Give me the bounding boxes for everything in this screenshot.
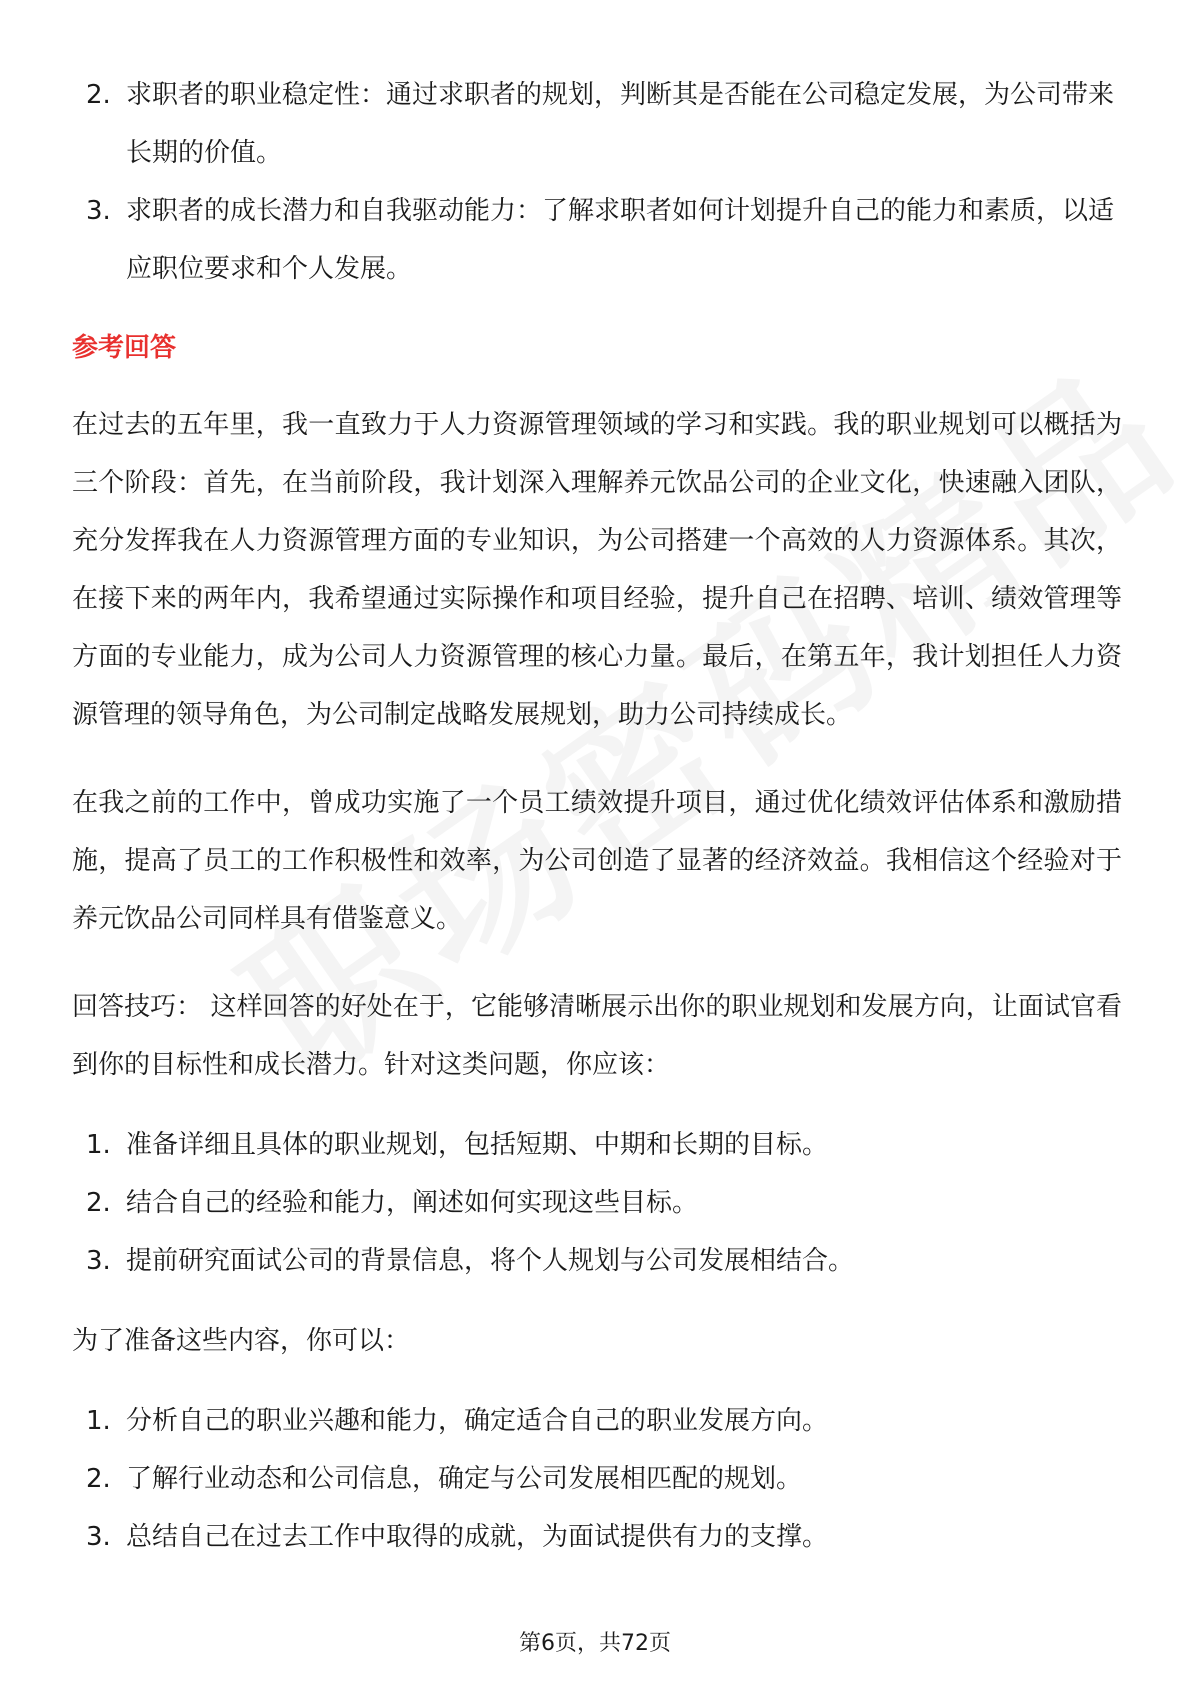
section-heading: 参考回答 xyxy=(72,333,177,363)
tips-paragraph: 回答技巧： 这样回答的好处在于，它能够清晰展示出你的职业规划和发展方向，让面试官看到你的目标性和成长潜力。针对这类问题，你应该： xyxy=(72,992,1122,1080)
list-number: 3. xyxy=(86,1246,111,1276)
list-text: 求职者的成长潜力和自我驱动能力：了解求职者如何计划提升自己的能力和素质，以适应职位要求和个人发展。 xyxy=(126,196,1115,284)
list-text: 提前研究面试公司的背景信息，将个人规划与公司发展相结合。 xyxy=(126,1246,855,1276)
list-text: 准备详细且具体的职业规划，包括短期、中期和长期的目标。 xyxy=(126,1130,829,1160)
list-number: 1. xyxy=(86,1406,111,1436)
list-number: 2. xyxy=(86,1464,111,1494)
list-text: 总结自己在过去工作中取得的成就，为面试提供有力的支撑。 xyxy=(126,1522,829,1552)
list-item xyxy=(72,182,1122,298)
list-item xyxy=(72,1450,1122,1508)
list-item xyxy=(72,66,1122,182)
list-number: 2. xyxy=(86,80,111,110)
list-text: 结合自己的经验和能力，阐述如何实现这些目标。 xyxy=(126,1188,699,1218)
list-text: 求职者的职业稳定性：通过求职者的规划，判断其是否能在公司稳定发展，为公司带来长期的价值。 xyxy=(126,80,1115,168)
list-item xyxy=(72,1232,1122,1290)
page-footer: 第6页，共72页 xyxy=(519,1631,671,1656)
answer-paragraph: 在我之前的工作中，曾成功实施了一个员工绩效提升项目，通过优化绩效评估体系和激励措施，提高了员工的工作积极性和效率，为公司创造了显著的经济效益。我相信这个经验对于养元饮品公司同样具有借鉴意义。 xyxy=(72,788,1122,934)
prep-list xyxy=(72,1392,1122,1566)
list-number: 2. xyxy=(86,1188,111,1218)
list-number: 1. xyxy=(86,1130,111,1160)
list-text: 分析自己的职业兴趣和能力，确定适合自己的职业发展方向。 xyxy=(126,1406,829,1436)
list-item xyxy=(72,1116,1122,1174)
page-content xyxy=(72,66,1122,1566)
prep-intro: 为了准备这些内容，你可以： xyxy=(72,1326,411,1356)
answer-paragraph: 在过去的五年里，我一直致力于人力资源管理领域的学习和实践。我的职业规划可以概括为三个阶段：首先，在当前阶段，我计划深入理解养元饮品公司的企业文化，快速融入团队，充分发挥我在人力资源管理方面的专业知识，为公司搭建一个高效的人力资源体系。其次，在接下来的两年内，我希望通过实际操作和项目经验，提升自己在招聘、培训、绩效管理等方面的专业能力，成为公司人力资源管理的核心力量。最后，在第五年，我计划担任人力资源管理的领导角色，为公司制定战略发展规划，助力公司持续成长。 xyxy=(72,410,1122,730)
list-number: 3. xyxy=(86,1522,111,1552)
list-item xyxy=(72,1174,1122,1232)
tips-list xyxy=(72,1116,1122,1290)
list-item xyxy=(72,1508,1122,1566)
list-text: 了解行业动态和公司信息，确定与公司发展相匹配的规划。 xyxy=(126,1464,803,1494)
list-item xyxy=(72,1392,1122,1450)
list-number: 3. xyxy=(86,196,111,226)
intro-list xyxy=(72,66,1122,298)
